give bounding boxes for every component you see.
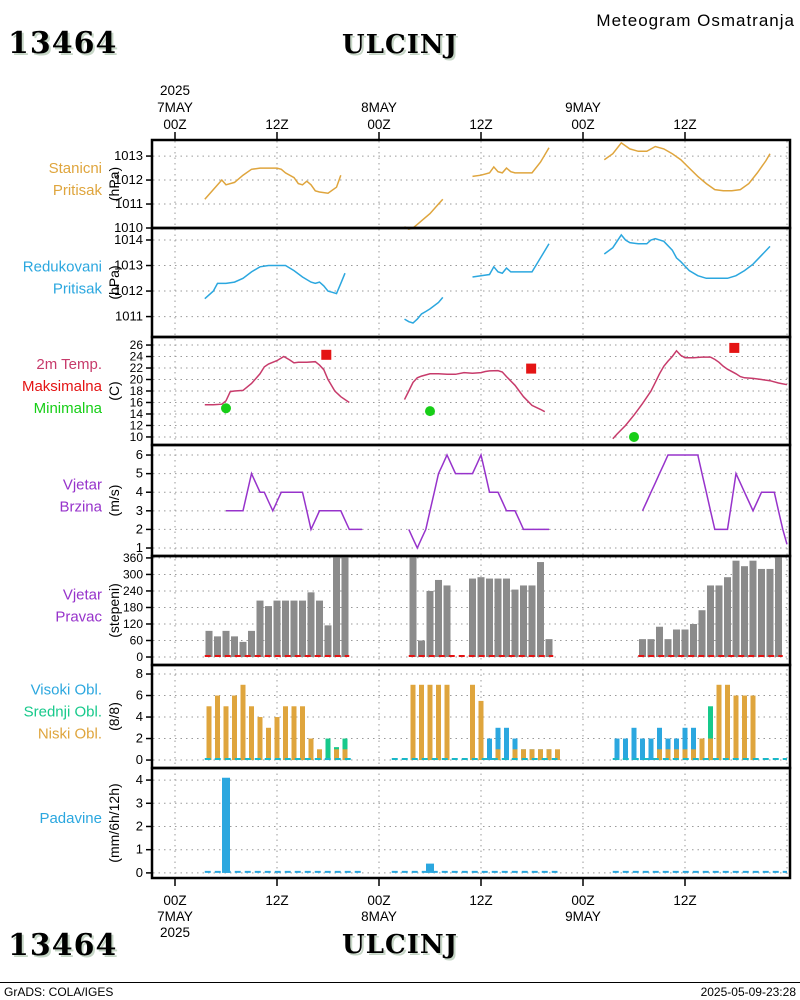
panel-label-temp: Maksimalna	[21, 378, 102, 395]
panel-label-temp: 2m Temp.	[36, 356, 102, 373]
vjetar-pravac-bars	[639, 639, 646, 657]
panel-label-padavine: Padavine	[39, 810, 102, 827]
y-tick-label: 10	[129, 429, 143, 444]
y-tick-label: 300	[122, 567, 143, 582]
niski-oblaci-bars	[725, 685, 730, 760]
vjetar-pravac-bars	[656, 627, 663, 657]
vjetar-pravac-bars	[214, 636, 221, 657]
vjetar-pravac-bars	[520, 585, 527, 657]
visoki-oblaci-bars	[623, 739, 628, 761]
unit-label-padavine: (mm/6h/12h)	[106, 783, 122, 863]
x-label-hour-top: 12Z	[673, 117, 697, 132]
y-tick-label: 360	[122, 550, 143, 565]
x-label-hour-top: 12Z	[469, 117, 493, 132]
temp-2m-line	[205, 357, 349, 405]
vjetar-pravac-bars	[707, 585, 714, 657]
niski-oblaci-bars	[249, 706, 254, 760]
vjetar-pravac-bars	[758, 569, 765, 657]
vjetar-brzina-line	[226, 474, 362, 530]
station-id-top: 13464	[8, 26, 118, 61]
y-tick-label: 26	[129, 338, 143, 353]
vjetar-pravac-bars	[529, 585, 536, 657]
unit-label-brzina: (m/s)	[106, 484, 122, 517]
y-tick-label: 6	[135, 687, 143, 703]
temp-minimalna-markers	[221, 403, 231, 413]
y-tick-label: 2	[135, 818, 143, 834]
vjetar-pravac-bars	[223, 631, 230, 657]
niski-oblaci-bars	[309, 739, 314, 761]
vjetar-pravac-bars	[648, 639, 655, 657]
panel-label-brzina: Vjetar	[62, 476, 102, 494]
vjetar-pravac-bars	[231, 636, 238, 657]
x-label-hour-bottom: 12Z	[265, 893, 289, 908]
panel-label-brzina: Brzina	[59, 498, 102, 516]
y-tick-label: 180	[122, 600, 143, 615]
temp-maksimalna-markers	[321, 350, 331, 360]
niski-oblaci-bars	[428, 685, 433, 760]
x-label-day-top: 8MAY	[361, 100, 397, 115]
vjetar-pravac-bars	[265, 606, 272, 657]
niski-oblaci-bars	[258, 717, 263, 760]
panel-label-oblaci: Niski Obl.	[37, 725, 102, 743]
vjetar-pravac-bars	[206, 631, 213, 657]
vjetar-pravac-bars	[537, 562, 544, 657]
panel-border-padavine	[152, 768, 790, 878]
temp-maksimalna-markers	[526, 364, 536, 374]
grads-credit: GrADS: COLA/IGES	[4, 985, 114, 999]
niski-oblaci-bars	[751, 696, 756, 761]
y-tick-label: 5	[135, 465, 143, 481]
niski-oblaci-bars	[436, 685, 441, 760]
vjetar-brzina-line	[643, 455, 788, 544]
vjetar-pravac-bars	[495, 579, 502, 657]
x-label-hour-bottom: 12Z	[469, 893, 493, 908]
vjetar-pravac-bars	[478, 577, 485, 657]
redukovani-pritisak-line	[205, 266, 345, 299]
vjetar-pravac-bars	[724, 577, 731, 657]
x-label-hour-top: 00Z	[367, 117, 391, 132]
page-title-top: ULCINJ	[342, 30, 458, 60]
vjetar-pravac-bars	[733, 561, 740, 657]
y-tick-label: 8	[135, 666, 143, 682]
vjetar-pravac-bars	[410, 557, 417, 657]
station-id-bottom: 13464	[8, 928, 118, 963]
unit-label-temp: (C)	[106, 381, 122, 401]
y-tick-label: 1013	[114, 148, 143, 164]
niski-oblaci-bars	[479, 701, 484, 760]
vjetar-pravac-bars	[342, 557, 349, 657]
x-label-day-bottom: 7MAY	[157, 909, 193, 924]
niski-oblaci-bars	[717, 685, 722, 760]
niski-oblaci-bars	[419, 685, 424, 760]
vjetar-pravac-bars	[503, 579, 510, 657]
y-tick-label: 14	[129, 406, 143, 421]
panel-label-oblaci: Visoki Obl.	[30, 681, 102, 699]
niski-oblaci-bars	[215, 696, 220, 761]
vjetar-brzina-line	[409, 455, 549, 548]
y-tick-label: 4	[135, 709, 143, 725]
visoki-oblaci-bars	[640, 739, 645, 761]
y-tick-label: 1011	[115, 196, 143, 212]
y-tick-label: 1014	[114, 231, 143, 247]
panel-label-stanicni: Pritisak	[52, 182, 102, 199]
stanicni-pritisak-line	[604, 143, 770, 191]
temp-minimalna-markers	[629, 432, 639, 442]
x-label-day-top: 9MAY	[565, 100, 601, 115]
panel-border-brzina	[152, 445, 790, 556]
vjetar-pravac-bars	[690, 624, 697, 657]
panel-label-pravac: Pravac	[55, 608, 102, 626]
stanicni-pritisak-line	[473, 148, 550, 177]
y-tick-label: 4	[135, 772, 143, 788]
vjetar-pravac-bars	[512, 590, 519, 657]
niski-oblaci-bars	[734, 696, 739, 761]
x-label-day-bottom: 9MAY	[565, 909, 601, 924]
y-tick-label: 12	[129, 418, 143, 433]
vjetar-pravac-bars	[274, 601, 281, 657]
y-tick-label: 1	[135, 841, 143, 857]
x-label-hour-bottom: 00Z	[163, 893, 187, 908]
vjetar-pravac-bars	[418, 641, 425, 658]
panel-label-temp: Minimalna	[33, 400, 102, 417]
temp-maksimalna-markers	[729, 343, 739, 353]
vjetar-pravac-bars	[282, 601, 289, 657]
y-tick-label: 3	[135, 795, 143, 811]
vjetar-pravac-bars	[775, 557, 782, 657]
y-tick-label: 240	[122, 583, 143, 598]
panel-label-pravac: Vjetar	[62, 586, 102, 604]
vjetar-pravac-bars	[257, 601, 264, 657]
y-tick-label: 18	[129, 384, 143, 398]
niski-oblaci-bars	[241, 685, 246, 760]
x-label-hour-bottom: 00Z	[571, 893, 595, 908]
y-tick-label: 24	[129, 349, 143, 364]
vjetar-pravac-bars	[699, 610, 706, 657]
x-label-year-top: 2025	[159, 83, 191, 98]
unit-label-redukovani: (hPa)	[106, 265, 122, 300]
app-title: Meteogram Osmatranja	[596, 11, 795, 30]
y-tick-label: 1012	[114, 172, 143, 188]
y-tick-label: 16	[129, 395, 143, 410]
vjetar-pravac-bars	[316, 601, 323, 657]
y-tick-label: 2	[135, 521, 143, 537]
y-tick-label: 120	[122, 616, 143, 631]
x-label-hour-top: 00Z	[571, 117, 595, 132]
y-tick-label: 4	[135, 484, 143, 500]
x-label-hour-top: 00Z	[163, 117, 187, 132]
niski-oblaci-bars	[283, 706, 288, 760]
panel-label-oblaci: Srednji Obl.	[23, 703, 102, 721]
panel-border-redukovani	[152, 228, 790, 337]
y-tick-label: 1011	[115, 308, 143, 324]
srednji-oblaci-bars	[326, 739, 331, 761]
vjetar-pravac-bars	[673, 629, 680, 657]
visoki-oblaci-bars	[649, 739, 654, 761]
niski-oblaci-bars	[300, 706, 305, 760]
niski-oblaci-bars	[470, 685, 475, 760]
vjetar-pravac-bars	[333, 557, 340, 657]
x-label-year-bottom: 2025	[159, 925, 191, 940]
y-tick-label: 2	[135, 730, 143, 746]
redukovani-pritisak-line	[604, 235, 770, 278]
y-tick-label: 1	[135, 540, 143, 556]
y-tick-label: 0	[135, 864, 143, 880]
temp-minimalna-markers	[425, 406, 435, 416]
y-tick-label: 0	[135, 752, 143, 768]
vjetar-pravac-bars	[469, 579, 476, 657]
vjetar-pravac-bars	[665, 639, 672, 657]
niski-oblaci-bars	[292, 706, 297, 760]
padavine-bars	[222, 778, 230, 873]
unit-label-oblaci: (8/8)	[106, 702, 122, 731]
visoki-oblaci-bars	[632, 728, 637, 760]
vjetar-pravac-bars	[546, 639, 553, 657]
temp-2m-line	[405, 371, 545, 412]
vjetar-pravac-bars	[716, 585, 723, 657]
visoki-oblaci-bars	[615, 739, 620, 761]
vjetar-pravac-bars	[750, 561, 757, 657]
vjetar-pravac-bars	[299, 601, 306, 657]
y-tick-label: 6	[135, 447, 143, 463]
page-title-bottom: ULCINJ	[342, 930, 458, 960]
x-label-hour-top: 12Z	[265, 117, 289, 132]
niski-oblaci-bars	[275, 717, 280, 760]
niski-oblaci-bars	[700, 739, 705, 761]
vjetar-pravac-bars	[741, 566, 748, 657]
x-label-hour-bottom: 12Z	[673, 893, 697, 908]
niski-oblaci-bars	[207, 706, 212, 760]
vjetar-pravac-bars	[444, 585, 451, 657]
vjetar-pravac-bars	[240, 642, 247, 657]
y-tick-label: 60	[129, 633, 143, 648]
y-tick-label: 1010	[114, 220, 143, 235]
redukovani-pritisak-line	[405, 297, 443, 323]
y-tick-label: 1012	[114, 283, 143, 299]
niski-oblaci-bars	[224, 706, 229, 760]
x-label-day-top: 7MAY	[157, 100, 193, 115]
panel-label-redukovani: Pritisak	[52, 280, 102, 298]
creation-timestamp: 2025-05-09-23:28	[700, 985, 796, 999]
vjetar-pravac-bars	[682, 629, 689, 657]
unit-label-pravac: (stepeni)	[106, 583, 122, 638]
niski-oblaci-bars	[266, 728, 271, 760]
temp-2m-line	[613, 351, 787, 439]
vjetar-pravac-bars	[325, 625, 332, 657]
niski-oblaci-bars	[232, 696, 237, 761]
y-tick-label: 20	[129, 372, 143, 387]
x-label-hour-bottom: 00Z	[367, 893, 391, 908]
stanicni-pritisak-line	[205, 168, 341, 199]
niski-oblaci-bars	[742, 696, 747, 761]
niski-oblaci-bars	[708, 739, 713, 761]
y-tick-label: 0	[136, 650, 143, 665]
y-tick-label: 3	[135, 502, 143, 518]
unit-label-stanicni: (hPa)	[106, 166, 122, 202]
x-label-day-bottom: 8MAY	[361, 909, 397, 924]
visoki-oblaci-bars	[487, 739, 492, 761]
niski-oblaci-bars	[445, 685, 450, 760]
footer-divider	[0, 982, 800, 983]
vjetar-pravac-bars	[435, 580, 442, 657]
panel-label-stanicni: Stanicni	[48, 160, 102, 177]
niski-oblaci-bars	[411, 685, 416, 760]
visoki-oblaci-bars	[504, 728, 509, 760]
vjetar-pravac-bars	[248, 631, 255, 657]
vjetar-pravac-bars	[486, 579, 493, 657]
y-tick-label: 1013	[114, 257, 143, 273]
redukovani-pritisak-line	[473, 244, 550, 277]
panel-label-redukovani: Redukovani	[22, 258, 102, 276]
vjetar-pravac-bars	[291, 601, 298, 657]
vjetar-pravac-bars	[767, 569, 774, 657]
vjetar-pravac-bars	[308, 592, 315, 657]
vjetar-pravac-bars	[427, 591, 434, 657]
y-tick-label: 22	[129, 361, 143, 376]
panel-border-stanicni	[152, 140, 790, 228]
